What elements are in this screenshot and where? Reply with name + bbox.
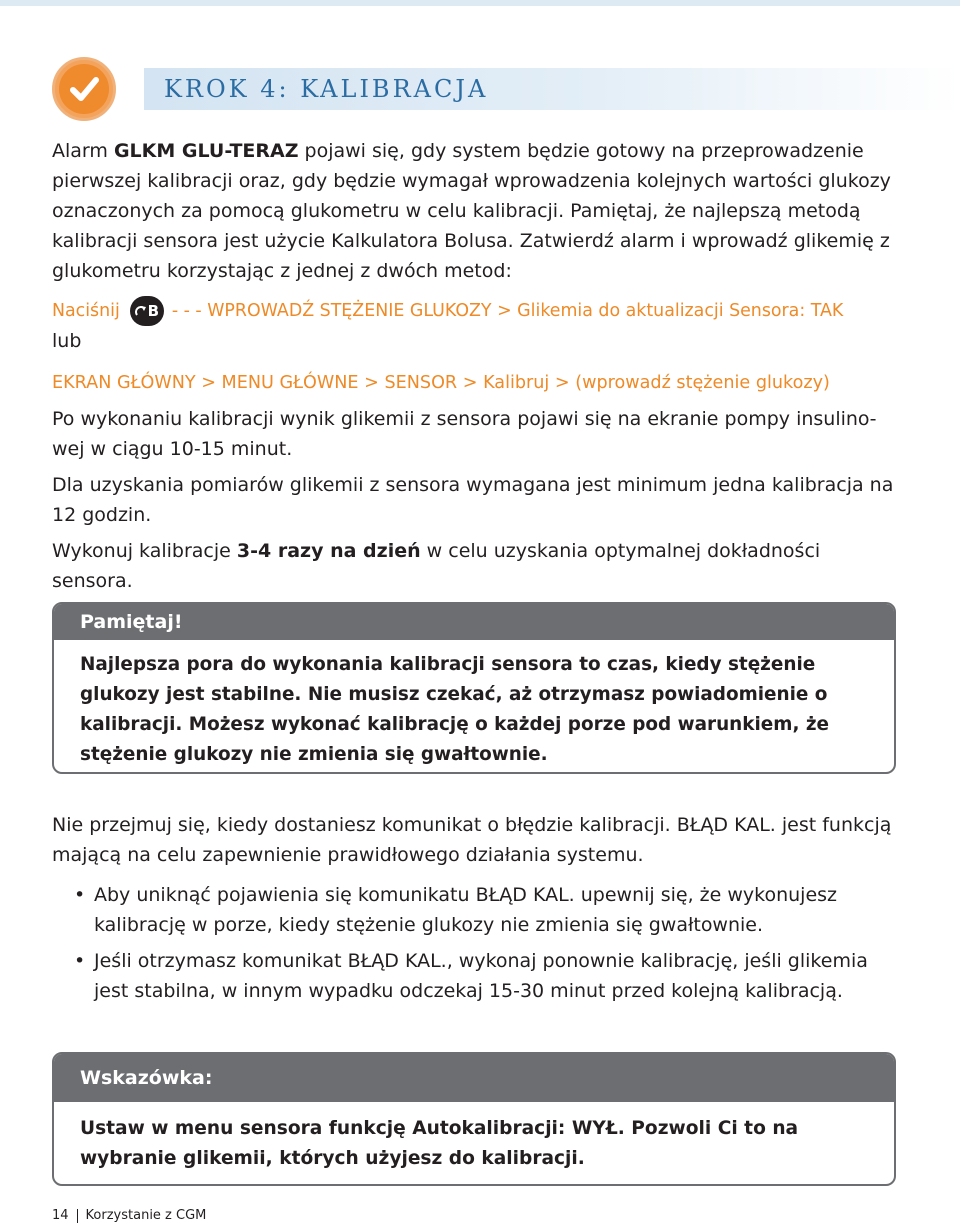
bullet: • [74,884,86,906]
alarm-name: GLKM GLU-TERAZ [113,140,299,162]
frequency-bold: 3-4 razy na dzień [236,540,421,562]
list-item-text: Jeśli otrzymasz komunikat BŁĄD KAL., wykonaj ponownie kalibrację, jeśli glikemia jest stabilna, w innym wypadku odczekaj 15-30 minut przed kolejną kalibracją. [94,950,868,1002]
bolus-arrow-icon [135,305,147,317]
remember-box-title: Pamiętaj! [54,604,894,640]
frequency-text-a: Wykonuj kalibracje [52,540,237,562]
section-header [52,57,960,127]
step-badge [52,57,116,121]
list-item [52,946,902,1006]
footer-divider [77,1209,78,1223]
minimum-calibration-paragraph: Dla uzyskania pomiarów glikemii z sensora wymagana jest minimum jedna kalibracja na 12 godzin. [52,474,894,526]
tip-box-title: Wskazówka: [54,1054,894,1102]
bullet: • [74,950,86,972]
top-strip [0,0,960,6]
error-bullet-list [52,880,902,1006]
intro-paragraph [52,136,902,286]
intro-text-b: pojawi się, gdy system będzie gotowy na przeprowadzenie pierwszej kalibracji oraz, gdy będzie wymagał wprowadzenia kolejnych wartości glukozy oznaczonych za pomocą glukometru w celu kalibracji. Pamiętaj, że najlepszą metodą kalibracji sensora jest użycie Kalkulatora Bolusa. Zatwierdź alarm i wprowadź glikemię z glukometru korzystając z jednej z dwóch metod: [52,140,891,282]
or-text: lub [52,330,82,352]
remember-box [52,602,896,774]
page-title: KROK 4: KALIBRACJA [164,75,489,103]
tip-box [52,1052,896,1186]
page-footer [52,1208,206,1223]
frequency-paragraph [52,536,902,596]
error-section [52,810,902,1012]
remember-box-body: Najlepsza pora do wykonania kalibracji sensora to czas, kiedy stężenie glukozy jest stabilne. Nie musisz czekać, aż otrzymasz powiadomienie o kalibracji. Możesz wykonać kalibrację o każdej porze pod warunkiem, że stężenie glukozy nie zmienia się gwałtownie. [80,654,830,765]
after-calibration-paragraph: Po wykonaniu kalibracji wynik glikemii z sensora pojawi się na ekranie pompy insulinowej w ciągu 10-15 minut. [52,408,877,460]
method-1-path: - - - WPROWADŹ STĘŻENIE GLUKOZY > Glikemia do aktualizacji Sensora: TAK [171,301,844,321]
intro-text-a: Alarm [52,140,114,162]
bolus-button-label: B [147,302,160,320]
footer-section: Korzystanie z CGM [85,1208,207,1223]
press-label: Naciśnij [52,301,120,321]
list-item-text: Aby uniknąć pojawienia się komunikatu BŁĄD KAL. upewnij się, że wykonujesz kalibrację w porze, kiedy stężenie glukozy nie zmienia się gwałtownie. [94,884,838,936]
tip-box-body: Ustaw w menu sensora funkcję Autokalibracji: WYŁ. Pozwoli Ci to na wybranie glikemii, których użyjesz do kalibracji. [80,1118,799,1169]
list-item [52,880,902,940]
error-intro: Nie przejmuj się, kiedy dostaniesz komunikat o błędzie kalibracji. BŁĄD KAL. jest funkcją mającą na celu zapewnienie prawidłowego działania systemu. [52,814,892,866]
frequency-text-b: w celu uzyskania optymalnej dokładności sensora. [52,540,821,592]
bolus-button-icon [130,296,164,326]
checkmark-icon [59,64,109,114]
page-number: 14 [52,1208,69,1223]
main-content [52,136,902,596]
method-2-path: EKRAN GŁÓWNY > MENU GŁÓWNE > SENSOR > Kalibruj > (wprowadź stężenie glukozy) [52,373,830,393]
method-1 [52,296,902,326]
